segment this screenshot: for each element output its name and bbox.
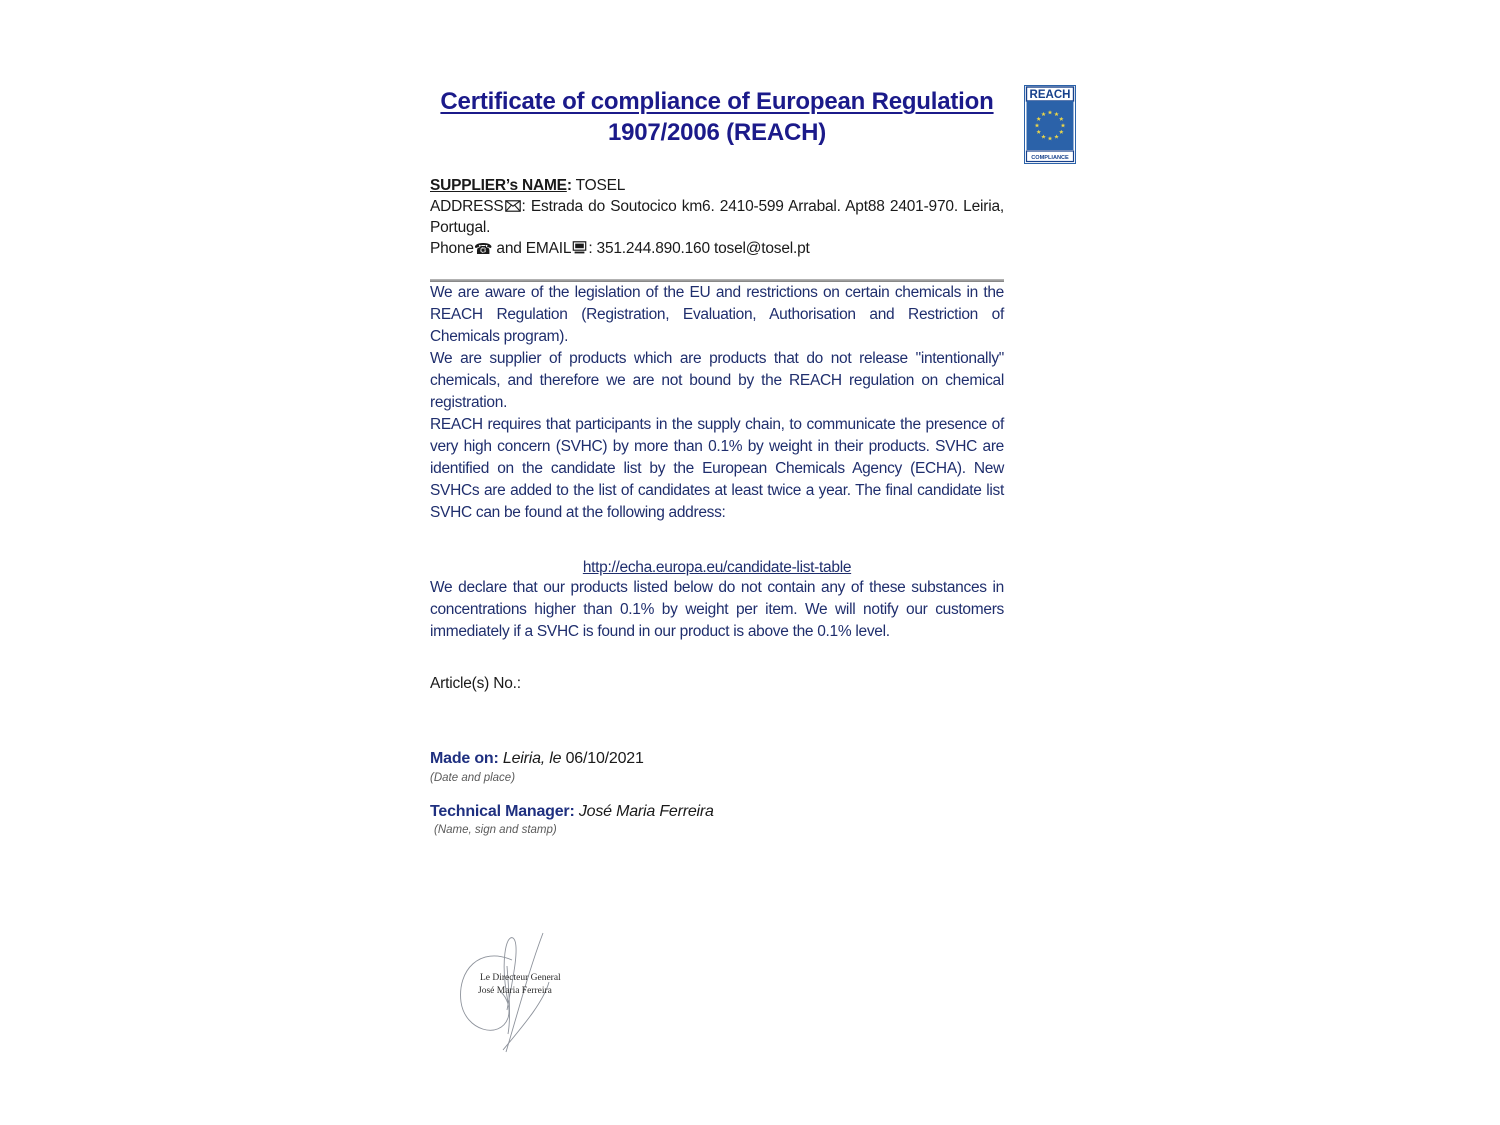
technical-manager-label: Technical Manager: <box>430 803 575 820</box>
envelope-icon <box>505 200 521 212</box>
candidate-list-link[interactable]: http://echa.europa.eu/candidate-list-table <box>582 559 852 576</box>
supplier-block <box>430 175 1004 260</box>
made-on-place: Leiria, le <box>498 750 562 767</box>
phone-label: Phone <box>430 240 474 257</box>
title-line1: Certificate of compliance of European Regulation <box>440 88 994 115</box>
paragraph-reach-requirements: REACH requires that participants in the supply chain, to communicate the presence of very high concern (SVHC) by more than 0.1% by weight in their products. SVHC are identified on the candidate list by the European Chemicals Agency (ECHA). New SVHCs are added to the list of candidates at least twice a year. The final candidate list SVHC can be found at the following address: <box>430 416 1004 521</box>
paragraph-supplier-statement: We are supplier of products which are products that do not release "intentionally" chemicals, and therefore we are not bound by the REACH regulation on chemical registration. <box>430 350 1004 411</box>
certificate-document <box>430 86 1004 836</box>
and-email-label: and EMAIL <box>492 240 572 257</box>
made-on-date: 06/10/2021 <box>561 750 644 767</box>
address-label: ADDRESS <box>430 198 504 215</box>
paragraph-declaration: We declare that our products listed below do not contain any of these substances in concentrations higher than 0.1% by weight per item. We will notify our customers immediately if a SVHC is found in our product is above the 0.1% level. <box>430 579 1004 640</box>
technical-manager-line <box>430 803 1004 821</box>
technical-manager-value: José Maria Ferreira <box>574 803 714 820</box>
signature-name-text: José Maria Ferreira <box>478 986 552 996</box>
article-number-label: Article(s) No.: <box>430 675 521 692</box>
title-line2: 1907/2006 (REACH) <box>607 119 827 146</box>
supplier-name-value: TOSEL <box>571 177 626 194</box>
logo-reach-text: REACH <box>1029 89 1071 101</box>
made-on-label: Made on: <box>430 750 499 767</box>
page-title <box>430 86 1004 148</box>
contact-value: : 351.244.890.160 tosel@tosel.pt <box>588 240 810 257</box>
paragraph-awareness: We are aware of the legislation of the EU and restrictions on certain chemicals in the REACH Regulation (Registration, Evaluation, Authorisation and Restriction of Chemicals program). <box>430 284 1004 345</box>
phone-icon: ☎ <box>473 240 493 258</box>
supplier-name-label: SUPPLIER’s NAME <box>430 177 567 194</box>
supplier-name-colon: : <box>566 177 572 194</box>
supplier-contact-line <box>430 238 1004 260</box>
signature-title-text: Le Directeur General <box>480 973 561 983</box>
supplier-address-line <box>430 196 1004 238</box>
date-place-caption: (Date and place) <box>430 772 516 784</box>
reach-compliance-logo <box>1024 85 1076 164</box>
signature-block <box>450 930 580 1060</box>
supplier-name-line <box>430 175 1004 196</box>
signature-scribble <box>450 930 580 1060</box>
made-on-line <box>430 750 1004 768</box>
name-sign-stamp-caption: (Name, sign and stamp) <box>434 824 557 836</box>
logo-compliance-text: COMPLIANCE <box>1031 154 1069 161</box>
candidate-list-link-row <box>430 559 1004 577</box>
computer-icon <box>572 241 587 254</box>
logo-blue-field <box>1027 101 1074 150</box>
address-value: : Estrada do Soutocico km6. 2410-599 Arrabal. Apt88 2401-970. Leiria, Portugal. <box>430 198 1004 236</box>
